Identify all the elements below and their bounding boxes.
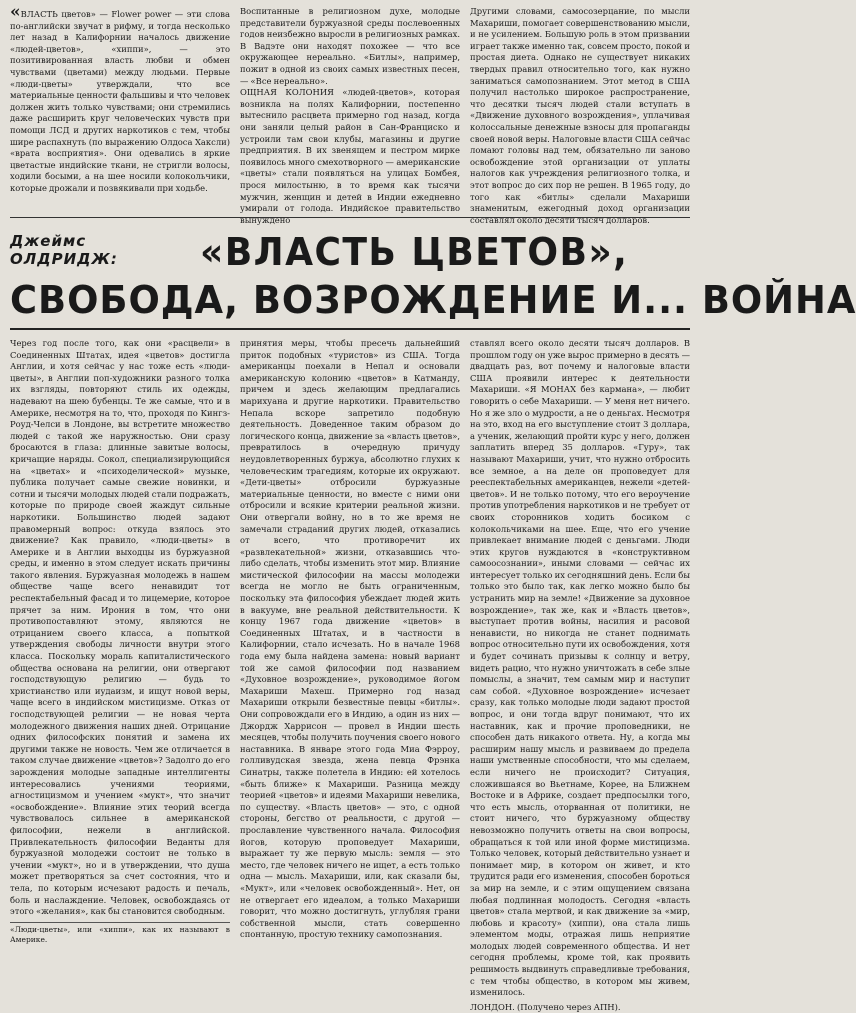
intro-column-3	[470, 6, 690, 225]
dateline-signature: ЛОНДОН. (Получено через АПН).	[470, 1001, 621, 1012]
intro-text-3: Другими словами, самосозерцание, по мысли Махариши, помогает совершенствованию мысли, и не усилением. Большую роль в этом призвании играет также именно так, совсем просто, покой и простая диета. Однако не существует никаких твердых правил относительно того, как нужно заниматься самопознанием. Этот метод в США получил настолько широкое распространение, что десятки тысяч людей стали вступать в «Движение духовного возрождения», уплачивая колоссальные денежные взносы для пропаганды своей новой веры. Налоговые власти США сейчас ломают головы над тем, обязательно ли заново освобождение этой организации от уплаты налогов как учреждения религиозного толка, и этот вопрос до сих пор не решен. В 1965 году, до того как «битлы» сделали Махариши знаменитым, ежегодный доход организации составлял около десяти тысяч долларов.	[470, 6, 690, 225]
headline-title-line-2: СВОБОДА, ВОЗРОЖДЕНИЕ И... ВОЙНА	[10, 278, 856, 322]
body-column-2	[240, 338, 460, 940]
intro-text-2b: ОЩНАЯ КОЛОНИЯ «людей-цветов», которая возникла на полях Калифорнии, постепенно вытеснило расцвета примерно год назад, когда они заняли целый район в Сан-Франциско и устроили там свои клубы, магазины и другие предприятия. В их звенящем и пестром мирке появилось много смехотворного — американские «цветы» стали появляться на улицах Бомбея, прося милостыню, в то время как тысячи мужчин, женщин и детей в Индии ежедневно умирали от голода. Индийское правительство вынуждено	[240, 87, 460, 225]
body-text-2: принятия меры, чтобы пресечь дальнейший приток подобных «туристов» из США. Тогда американцы поехали в Непал и основали американскую колонию «цветов» в Катманду, причем и здесь желающим предлагались марихуана и другие наркотики. Правительство Непала вскоре запретило подобную деятельность. Доведенное таким образом до логического конца, движение за «власть цветов», превратилось в очередную причуду неудовлетворенных буржуа, абсолютно глухих к человеческим трагедиям, которые их окружают. «Дети-цветы» отбросили буржуазные материальные ценности, но вместе с ними они отбросили и всякие критерии реальной жизни. Они отвергали войну, но в то же время не замечали страданий других людей, отказались от всего, что противоречит их «развлекательной» жизни, отказавшись что-либо сделать, чтобы изменить этот мир. Влияние мистической философии на массы молодежи всегда не могло не быть ограниченным, поскольку эта философия убеждает людей жить в вакууме, вне реальной действительности. К концу 1967 года движение «цветов» в Соединенных Штатах, и в частности в Калифорнии, стало исчезать. Но в начале 1968 года ему была найдена замена: новый вариант той же самой философии под названием «Духовное возрождение», руководимое йогом Махариши Махеш. Примерно год назад Махариши открыли безвестные певцы «битлы». Они сопровождали его в Индию, а один из них — Джордж Харрисон — провел в Индии шесть месяцев, чтобы получить поучения своего нового наставника. В январе этого года Миа Фэрроу, голливудская звезда, жена певца Фрэнка Синатры, также полетела в Индию: ей хотелось «быть ближе» к Махариши. Разница между теорией «цветов» и идеями Махариши невелика, по существу. «Власть цветов» — это, с одной стороны, бегство от реальности, с другой — прославление чувственного начала. Философия йогов, которую проповедует Махариши, выражает ту же первую мысль: земля — это место, где человек ничего не ищет, а есть только одна — мысль. Махариши, или, как сказали бы, «Мукт», или «человек освобожденный». Нет, он не отвергает его идеалом, а только Махариши говорит, что можно достигнуть, углубляя грани собственной мысли, стать совершенно спонтанную, простую технику самопознания.	[240, 338, 460, 940]
intro-text-1: ВЛАСТЬ цветов» — Flower power — эти слова по-английски звучат в рифму, и тогда несколько лет назад в Калифорнии началось движение «людей-цветов», «хиппи», — это позитивированная власть любви и обмен чувствами (цветами) между людьми. Первые «люди-цветы» утверждали, что все материальные ценности фальшивы и что человек должен жить только чувствами; они стремились даже расширить круг человеческих чувств при помощи ЛСД и других наркотиков с тем, чтобы шире распахнуть (по выражению Олдоса Хаксли) «врата восприятия». Они одевались в яркие цветастые индийские ткани, не стригли волосы, ходили босыми, а на шее носили колокольчики, которые дрожали и позвякивали при ходьбе.	[10, 9, 230, 193]
headline-row-1	[10, 224, 690, 274]
intro-column-1	[10, 2, 230, 213]
author-byline: Джеймс ОЛДРИДЖ:	[10, 232, 118, 268]
body-column-1	[10, 338, 230, 944]
body-text-3: ставлял всего около десяти тысяч долларов. В прошлом году он уже вырос примерно в десять — двадцать раз, вот почему и налоговые власти США проявили интерес к деятельности Махариши. «Я МОНАХ без кармана», — любит говорить о себе Махариши. — У меня нет ничего. Но я же зло о мудрости, а не о деньгах. Несмотря на это, вход на его выступление стоит 3 доллара, а ученик, желающий пройти курс у него, должен заплатить вперед 35 долларов. «Гуру», так называют Махариши, учит, что нужно отбросить все земное, а на деле он проповедует для рееспектабельных американцев, нежели «детей-цветов». И не только потому, что его вероучение против употребления наркотиков и не требует от своих сторонников ходить босиком с колокольчиками на шее. Еще, что его учение привлекает внимание людей с деньгами. Люди этих кругов нуждаются в «конструктивном самоосознании», иными словами — сейчас их интересует только их сегодняшний день. Если бы только это было так, как легко можно было бы устранить мир на земле! «Движение за духовное возрождение», так же, как и «Власть цветов», выступает против войны, насилия и расовой ненависти, но никогда не станет поднимать вопрос относительно пути их освобождения, хотя и будет сочинать призывы к солнцу и ветру, видеть рацио, что нужно уничтожать в себе злые помыслы, а значит, тем самым мир и наступит сам собой. «Духовное возрождение» исчезает сразу, как только молодые люди задают простой вопрос, и они тогда вдруг понимают, что их наставник, как и прочие проповедники, не способен дать никакого ответа. Ну, а когда мы расширим нашу мысль и развиваем до предела наши умственные способности, что мы сделаем, если ничего не происходит? Ситуация, сложившаяся во Вьетнаме, Корее, на Ближнем Востоке и в Африке, создает предпосылки того, что есть мысль, оторванная от политики, не стоит ничего, что буржуазному обществу невозможно получить ответы на свои вопросы, обращаться к той или иной форме мистицизма. Только человек, который действительно узнает и понимает мир, в котором он живет, и кто трудится ради его изменения, способен бороться за мир на земле, и с этим ощущением связана любая подлинная молодость. Сегодня «власть цветов» стала мертвой, и как движение за «мир, любовь и красоту» (хиппи), она стала лишь элементом моды, отражая лишь неприятие молодых людей современного общества. И нет сегодня проблемы, кроме той, как проявить решимость выдвинуть справедливые требования, с тем чтобы общество, в котором мы живем, изменилось.	[470, 338, 690, 998]
article-body	[10, 338, 690, 1012]
body-text-1: Через год после того, как они «расцвели» в Соединенных Штатах, идея «цветов» достигла Англии, и хотя сейчас у нас тоже есть «люди-цветы», в Англии поп-художники разного толка их взгляды, повторяют стиль их одежды, надевают на шею бубенцы. Те же самые, что и в Америке, несмотря на то, что, проходя по Кингз-Роуд-Челси в Лондоне, вы встретите множество людей с такой же наружностью. Они сразу бросаются в глаза: длинные завитые волосы, кричащие наряды. Сокол, специализирующийся на «цветах» и «психоделической» музыке, публика получает самые свежие новинки, и сотни и тысячи молодых людей стали подражать, которые по природе своей жаждут сильные наркотики. Большинство людей задают правомерный вопрос: откуда взялось это движение? Как правило, «люди-цветы» в Америке и в Англии выходцы из буржуазной среды, и именно в этом следует искать причины такого явления. Буржуазная молодежь в нашем обществе чаще всего ненавидит тот респектабельный фасад и то лицемерие, которое прячет за ним. Ирония в том, что они противопоставляют этому, являются не отрицанием своего класса, а попыткой утверждения свободы личности внутри этого класса. Поскольку мораль капиталистического общества основана на религии, они отвергают господствующую религию — будь то христианство или иудаизм, и ищут новой веры, чаще всего в индийском мистицизме. Отказ от господствующей религии — не новая черта молодежного движения наших дней. Отрицание одних философских понятий и замена их другими также не новость. Чем же отличается в таком случае движение «цветов»? Задолго до его зарождения молодые западные интеллигенты интересовались учениями теориями, агностицизмом и учением «мукт», что значит «освобождение». Влияние этих теорий всегда чувствовалось сильнее в американской философии, нежели в английской. Привлекательность философии Веданты для буржуазной молодежи состоит не только в учении «мукт», но и в утверждении, что душа может претворяться за счет состояния, что и тела, по которым исчезают радость и печаль, боль и наслаждение. Человек, освобождаясь от этого «желания», как бы становится свободным.	[10, 338, 230, 917]
intro-text-2a: Воспитанные в религиозном духе, молодые представители буржуазной среды послевоенных годов неизбежно выросли в религиозных рамках. В Вадэте они находят похожее — что все окружающее нереально. «Битлы», например, пожит в одной из своих самых известных песен, — «Все нереально».	[240, 6, 460, 86]
footnote: «Люди-цветы», или «хиппи», как их называют в Америке.	[10, 922, 230, 945]
drop-quote: «	[10, 2, 21, 22]
body-column-3	[470, 338, 690, 1012]
headline-rule	[10, 328, 690, 330]
intro-column-2	[240, 6, 460, 225]
intro-section	[10, 2, 690, 225]
headline-title-line-1: «ВЛАСТЬ ЦВЕТОВ»,	[200, 230, 629, 274]
